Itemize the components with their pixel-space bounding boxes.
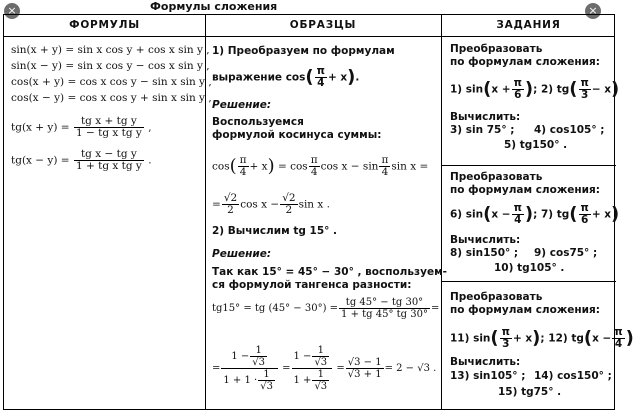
task-1-2: 1) sin(x + $\frac{\pi}{6}$ ); 2) tg( $\frac{\pi}{3}$ − x)	[450, 77, 620, 101]
example1-equation2	[212, 193, 330, 216]
tasks-block3-title1: Преобразовать	[450, 291, 543, 303]
task6-label: 6) sin	[450, 208, 484, 221]
eq2-sin: sin x .	[298, 198, 331, 211]
tg-minus-end: .	[148, 154, 152, 167]
e2-result: = 2 − √3 .	[384, 363, 437, 374]
task-13: 13) sin105° ;	[450, 370, 526, 382]
formula-cos-plus: cos(x + y) = cos x cos y − sin x sin y ,	[11, 76, 212, 88]
eq1-pi2: π	[310, 154, 318, 166]
tg-minus-denominator: 1 + tg x tg y	[75, 160, 142, 172]
e2-one-minus-2: 1 −	[293, 351, 312, 362]
eq1-four: 4	[239, 166, 247, 178]
solution-label-2: Решение:	[212, 248, 272, 260]
compute-label-1: Вычислить:	[450, 111, 521, 123]
formula-sin-minus: sin(x − y) = sin x cos y − cos x sin y ,	[11, 60, 210, 72]
example1-line1: 1) Преобразуем по формулам	[212, 45, 395, 57]
tasks-block3-title2: по формулам сложения:	[450, 304, 600, 316]
e2-sqrt3-d: √3	[314, 381, 328, 392]
header-formulas: ФОРМУЛЫ	[69, 19, 140, 31]
eq1-sinx: sin x =	[391, 160, 429, 173]
task1-x: x +	[491, 83, 511, 96]
task2-label: ; 2) tg	[533, 83, 570, 96]
task6-pi: π	[513, 202, 522, 214]
close-icon[interactable]: ×	[4, 3, 20, 19]
eq2-sqrt2b: √2	[282, 192, 296, 204]
example1-equation1: cos( $\frac{\pi}{4}$ + x) = cos $\frac{\pi}{4}$ cos x − sin $\frac{\pi}{4}$ sin x =	[212, 154, 429, 178]
tasks-divider-2	[441, 281, 616, 282]
task11-den: 3	[502, 338, 510, 350]
tg-plus-end: ,	[148, 121, 152, 134]
column-divider-1	[205, 15, 206, 409]
task7-label: ; 7) tg	[533, 208, 570, 221]
task7-den: 6	[581, 214, 589, 226]
tg15-denominator: 1 + tg 45° tg 30°	[341, 309, 428, 320]
eq2-sqrt2: √2	[223, 192, 238, 204]
formula-tg-plus	[11, 116, 152, 139]
e2-one-minus: 1 −	[231, 351, 250, 362]
task-15: 15) tg75° .	[498, 386, 562, 398]
compute-label-3: Вычислить:	[450, 356, 521, 368]
task11-pi: π	[501, 326, 510, 338]
tg15-numerator: tg 45° − tg 30°	[339, 297, 430, 309]
task12-label: ; 12) tg	[540, 332, 584, 345]
header-examples: ОБРАЗЦЫ	[289, 19, 357, 31]
eq1-mid: = cos	[277, 160, 308, 173]
task2-x: − x	[591, 83, 612, 96]
example1-solution-line2: формулой косинуса суммы:	[212, 129, 382, 141]
tg-plus-fraction	[74, 116, 144, 139]
tg-plus-lhs: tg(x + y) =	[11, 121, 70, 134]
e2-sqrt3-b: √3	[260, 381, 273, 392]
eq1-cosx: cos x − sin	[320, 160, 379, 173]
eq1-pi: π	[239, 154, 247, 166]
tasks-divider-1	[441, 165, 616, 166]
task-9: 9) cos75° ;	[534, 247, 598, 259]
header-tasks: ЗАДАНИЯ	[496, 19, 561, 31]
task-6-7: 6) sin(x − $\frac{\pi}{4}$ ); 7) tg( $\frac{\pi}{6}$ + x)	[450, 202, 620, 226]
eq2-twob: 2	[285, 204, 293, 216]
task11-x: + x	[512, 332, 533, 345]
task12-pi: π	[614, 326, 623, 338]
tg-minus-numerator: tg x − tg y	[74, 149, 144, 161]
task-8: 8) sin150° ;	[450, 247, 519, 259]
e2-one-plus: 1 +	[293, 375, 312, 386]
tg-plus-numerator: tg x + tg y	[74, 116, 144, 128]
task7-x: + x	[591, 208, 612, 221]
tasks-block2-title1: Преобразовать	[450, 171, 543, 183]
task-5: 5) tg150° .	[504, 139, 568, 151]
e2-one-plus-one: 1 + 1 ·	[223, 375, 258, 386]
task-3: 3) sin 75° ;	[450, 124, 515, 136]
task11-label: 11) sin	[450, 332, 491, 345]
e2-sqrt3-a: √3	[252, 357, 265, 368]
eq2-two: 2	[227, 204, 234, 216]
formula-table	[3, 14, 634, 410]
tg-minus-fraction	[74, 149, 144, 172]
tasks-block1-title1: Преобразовать	[450, 43, 543, 55]
example1-plus-x: + x	[327, 71, 348, 84]
tg-minus-lhs: tg(x − y) =	[11, 154, 70, 167]
example1-four: 4	[317, 77, 325, 89]
formula-sin-plus: sin(x + y) = sin x cos y + cos x sin y ,	[11, 44, 210, 56]
task1-label: 1) sin	[450, 83, 484, 96]
example1-line2: выражение cos( $\frac{\pi}{4}$ + x).	[212, 65, 360, 89]
tg15-lhs: tg15° = tg (45° − 30°) =	[212, 303, 339, 314]
task2-den: 3	[581, 89, 589, 101]
e2-one-b: 1	[258, 369, 275, 381]
task1-pi: π	[513, 77, 522, 89]
eq1-pi3: π	[381, 154, 389, 166]
e2-one-c: 1	[312, 345, 329, 357]
task1-den: 6	[514, 89, 522, 101]
task-10: 10) tg105° .	[494, 262, 565, 274]
task7-pi: π	[580, 202, 589, 214]
solution-label-1: Решение:	[212, 99, 272, 111]
header-divider	[4, 36, 614, 37]
page-title: Формулы сложения	[150, 0, 278, 13]
formula-tg-minus	[11, 149, 152, 172]
example2-solution-line2: ся формулой тангенса разности:	[212, 279, 412, 291]
task6-den: 4	[514, 214, 522, 226]
compute-label-2: Вычислить:	[450, 234, 521, 246]
eq1-four2: 4	[310, 166, 318, 178]
tasks-block2-title2: по формулам сложения:	[450, 184, 600, 196]
example1-expression-label: выражение cos	[212, 71, 306, 84]
e2-one-d: 1	[312, 369, 329, 381]
example2-equation2: = 1 − $\frac{1}{√3}$ 1 + 1 · $\frac{1}{√3}$ = 1 − $\frac{1}{√3}$ 1 + $\frac{1}{√3}$ = $\frac{√3 - 1}{√3 + 1}$ = 2 − √3 .	[212, 345, 437, 392]
task-4: 4) cos105° ;	[534, 124, 605, 136]
close-icon-right[interactable]: ×	[585, 3, 601, 19]
formula-cos-minus: cos(x − y) = cos x cos y + sin x sin y ,	[11, 92, 212, 104]
e2-one-a: 1	[250, 345, 267, 357]
eq1-plus-x: + x	[249, 160, 268, 173]
example2-equation1	[212, 297, 439, 320]
task-14: 14) cos150° ;	[534, 370, 612, 382]
eq2-cos: cos x −	[240, 198, 280, 211]
e2-sqrt3-c: √3	[314, 357, 328, 368]
tg-plus-denominator: 1 − tg x tg y	[75, 127, 142, 139]
task12-x: x −	[592, 332, 612, 345]
column-divider-2	[441, 15, 442, 409]
example2-solution-line1: Так как 15° = 45° − 30° , воспользуем-	[212, 266, 448, 278]
eq1-four3: 4	[381, 166, 389, 178]
example1-pi: π	[316, 65, 325, 77]
task2-pi: π	[580, 77, 589, 89]
e2-sqrt3-plus-1: √3 + 1	[347, 369, 382, 380]
example2-line: 2) Вычислим tg 15° .	[212, 225, 338, 237]
e2-sqrt3-minus-1: √3 − 1	[347, 357, 382, 368]
task-11-12: 11) sin( $\frac{\pi}{3}$ + x); 12) tg(x − $\frac{\pi}{4}$ )	[450, 326, 634, 350]
tasks-block1-title2: по формулам сложения:	[450, 56, 600, 68]
eq1-cos: cos	[212, 160, 230, 173]
example1-solution-line1: Воспользуемся	[212, 116, 304, 128]
eq2-start: =	[212, 198, 221, 211]
tg15-end: =	[430, 303, 440, 314]
task12-den: 4	[614, 338, 623, 350]
task6-x: x −	[491, 208, 511, 221]
